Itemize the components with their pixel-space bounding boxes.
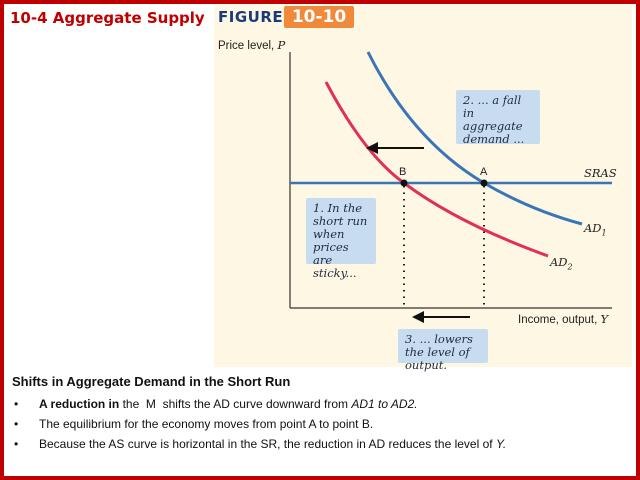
callout-short-run: 1. In the short run when prices are sticky... bbox=[306, 198, 376, 264]
sras-label: SRAS bbox=[584, 166, 617, 180]
ad2-label: $AD_2$ bbox=[550, 255, 573, 272]
point-b-marker bbox=[401, 180, 408, 187]
callout-lower-output: 3. ... lowers the level of output. bbox=[398, 329, 488, 363]
ad1-label: $AD_1$ bbox=[584, 221, 607, 238]
callout-fall-in-demand: 2. ... a fall in aggregate demand ... bbox=[456, 90, 540, 144]
point-a-marker bbox=[481, 180, 488, 187]
bullet-marker: • bbox=[14, 417, 19, 431]
y-axis-label: Price level, P bbox=[218, 38, 286, 52]
slide-title: 10-4 Aggregate Supply bbox=[10, 9, 205, 27]
figure-label: FIGURE bbox=[218, 8, 284, 26]
shift-left-arrow-icon bbox=[366, 142, 424, 154]
x-axis-label: Income, output, Y bbox=[518, 312, 609, 326]
section-heading: Shifts in Aggregate Demand in the Short Run bbox=[12, 374, 291, 389]
bullet-item: • A reduction in the M shifts the AD curve downward from AD1 to AD2. bbox=[14, 397, 418, 411]
point-a-label: A bbox=[480, 166, 488, 178]
bullet-marker: • bbox=[14, 437, 19, 451]
bullet-marker: • bbox=[14, 397, 19, 411]
point-b-label: B bbox=[399, 166, 407, 178]
output-left-arrow-icon bbox=[412, 311, 470, 323]
bullet-item: • The equilibrium for the economy moves from point A to point B. bbox=[14, 417, 374, 431]
bullet-list bbox=[14, 396, 506, 456]
figure-number-badge: 10-10 bbox=[284, 6, 354, 28]
bullet-item: • Because the AS curve is horizontal in the SR, the reduction in AD reduces the level of Y. bbox=[14, 437, 507, 451]
